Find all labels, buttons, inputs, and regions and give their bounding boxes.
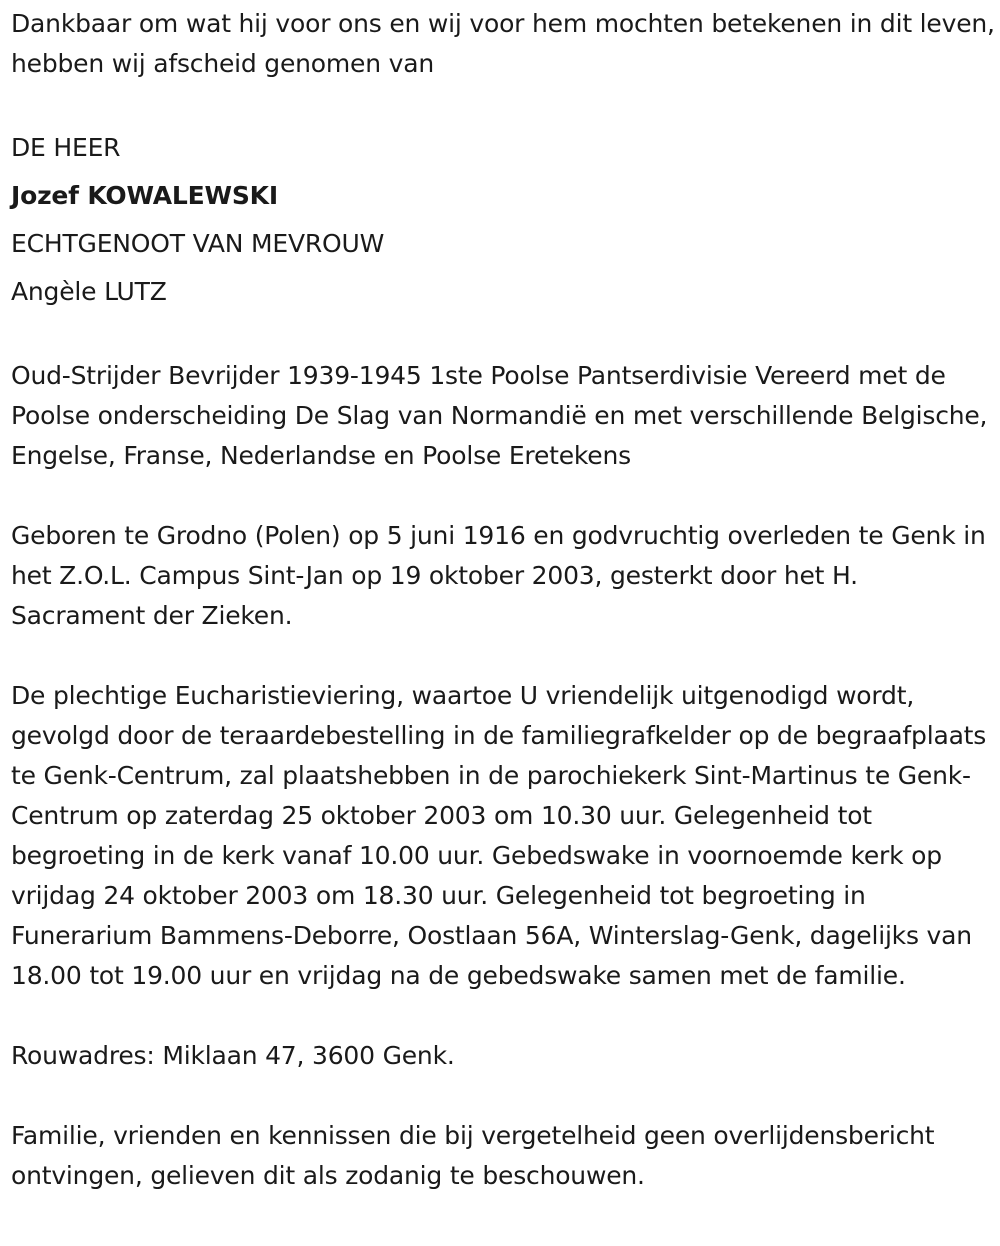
spouse-name: Angèle LUTZ bbox=[11, 277, 167, 306]
birth-death-paragraph: Geboren te Grodno (Polen) op 5 juni 1916 en godvruchtig overleden te Genk in het Z.O.L. Campus Sint-Jan op 19 oktober 2003, gesterkt door het H. Sacrament der Zieken. bbox=[11, 521, 986, 630]
honorific-title: DE HEER bbox=[11, 133, 121, 162]
closing-paragraph: Familie, vrienden en kennissen die bij vergetelheid geen overlijdensbericht ontvingen, gelieven dit als zodanig te beschouwen. bbox=[11, 1121, 935, 1190]
relation-label: ECHTGENOOT VAN MEVROUW bbox=[11, 229, 385, 258]
address-paragraph: Rouwadres: Miklaan 47, 3600 Genk. bbox=[11, 1041, 455, 1070]
veteran-paragraph: Oud-Strijder Bevrijder 1939-1945 1ste Poolse Pantserdivisie Vereerd met de Poolse onderscheiding De Slag van Normandië en met verschillende Belgische, Engelse, Franse, Nederlandse en Poolse Eretekens bbox=[11, 361, 988, 470]
spacer bbox=[11, 316, 995, 356]
obituary-document bbox=[11, 4, 995, 1196]
spacer bbox=[11, 996, 995, 1036]
spacer bbox=[11, 636, 995, 676]
ceremony-paragraph: De plechtige Eucharistieviering, waartoe U vriendelijk uitgenodigd wordt, gevolgd door de teraardebestelling in de familiegrafkelder op de begraafplaats te Genk-Centrum, zal plaatshebben in de parochiekerk Sint-Martinus te Genk-Centrum op zaterdag 25 oktober 2003 om 10.30 uur. Gelegenheid tot begroeting in de kerk vanaf 10.00 uur. Gebedswake in voornoemde kerk op vrijdag 24 oktober 2003 om 18.30 uur. Gelegenheid tot begroeting in Funerarium Bammens-Deborre, Oostlaan 56A, Winterslag-Genk, dagelijks van 18.00 tot 19.00 uur en vrijdag na de gebedswake samen met de familie. bbox=[11, 681, 987, 990]
intro-paragraph: Dankbaar om wat hij voor ons en wij voor hem mochten betekenen in dit leven, hebben wij afscheid genomen van bbox=[11, 9, 995, 78]
spacer bbox=[11, 476, 995, 516]
deceased-name: Jozef KOWALEWSKI bbox=[11, 181, 278, 210]
spacer bbox=[11, 84, 995, 124]
spacer bbox=[11, 1076, 995, 1116]
